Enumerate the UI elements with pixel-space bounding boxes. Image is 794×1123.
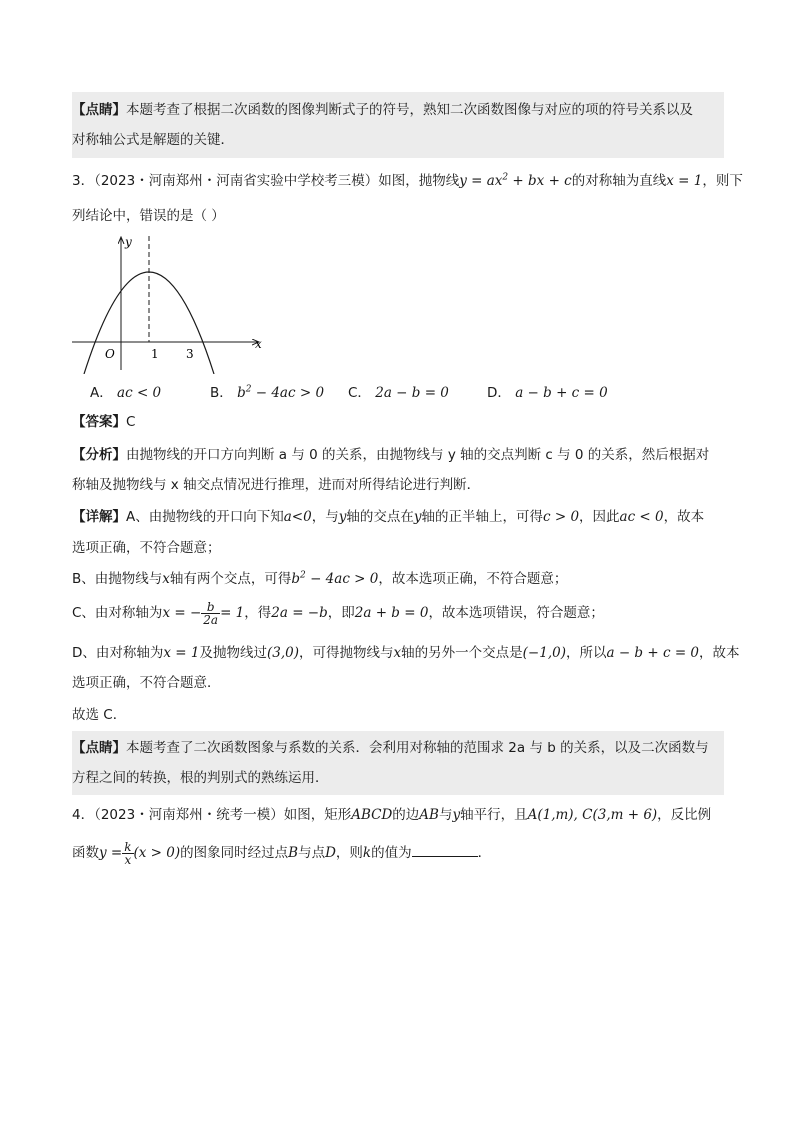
detail-a-line-1: 【详解】A、由抛物线的开口向下知a<0，与y轴的交点在y轴的正半轴上，可得c > 0，因此ac < 0，故本 [72, 509, 705, 525]
detail-d-line-1: D、由对称轴为x = 1及抛物线过(3,0)，可得抛物线与x轴的另外一个交点是(−1,0)，所以a − b + c = 0，故本 [72, 645, 740, 661]
tick-1: 1 [151, 347, 159, 361]
analysis-line-1: 【分析】由抛物线的开口方向判断 a 与 0 的关系，由抛物线与 y 轴的交点判断 c 与 0 的关系，然后根据对 [72, 447, 710, 463]
answer-line: 【答案】C [72, 414, 136, 430]
question-3-line-2: 列结论中，错误的是（ ） [72, 208, 225, 224]
option-a[interactable]: A． ac < 0 [90, 385, 162, 401]
option-c[interactable]: C． 2a − b = 0 [348, 385, 449, 401]
x-axis-label: x [255, 337, 262, 351]
tick-3: 3 [186, 347, 194, 361]
option-d[interactable]: D． a − b + c = 0 [487, 385, 608, 401]
origin-label: O [105, 347, 115, 361]
option-b[interactable]: B． $b^2 - 4ac > 0$ [210, 384, 325, 401]
detail-c-line: C、由对称轴为x = − $\frac{b}{2a}$ = 1，得2a = −b，即2a + b = 0，故本选项错误，符合题意； [72, 599, 604, 627]
conclusion: 故选 C． [72, 707, 127, 723]
question-4-line-2: 函数y = $\frac{k}{x}$ (x > 0)的图象同时经过点B与点D，则k的值为 ． [72, 839, 492, 867]
key-point-tag: 【点睛】 [72, 102, 126, 118]
fraction-k-over-x: $\frac{k}{x}$ [124, 839, 132, 867]
key-point-2-line-2: 方程之间的转换，根的判别式的熟练运用． [72, 770, 329, 786]
answer-blank[interactable] [412, 842, 478, 857]
key-point-2-line-1: 【点睛】本题考查了二次函数图象与系数的关系．会利用对称轴的范围求 2a 与 b 的关系，以及二次函数与 [72, 740, 709, 756]
question-4-line-1: 4．（2023・河南郑州・统考一模）如图，矩形ABCD的边AB与y轴平行，且A(1,m), C(3,m + 6)，反比例 [72, 807, 712, 823]
question-3-line-1: 3．（2023・河南郑州・河南省实验中学校考三模）如图，抛物线$y = ax^2$ + bx + c的对称轴为直线x = 1，则下 [72, 172, 743, 189]
fraction-b-over-2a: $\frac{b}{2a}$ [203, 599, 219, 627]
detail-b-line: B、由抛物线与x轴有两个交点，可得$b^2 - 4ac > 0$，故本选项正确，不符合题意； [72, 570, 568, 587]
parabola-equation: $y = ax^2$ + bx + c [459, 172, 572, 189]
analysis-line-2: 称轴及抛物线与 x 轴交点情况进行推理，进而对所得结论进行判断． [72, 477, 481, 493]
key-point-line-2: 对称轴公式是解题的关键． [72, 132, 234, 148]
detail-d-line-2: 选项正确，不符合题意． [72, 675, 221, 691]
key-point-line-1: 【点睛】本题考查了根据二次函数的图像判断式子的符号，熟知二次函数图像与对应的项的符号关系以及 [72, 102, 693, 118]
detail-a-line-2: 选项正确，不符合题意； [72, 540, 221, 556]
parabola-graph [72, 234, 268, 374]
y-axis-label: y [125, 235, 132, 249]
